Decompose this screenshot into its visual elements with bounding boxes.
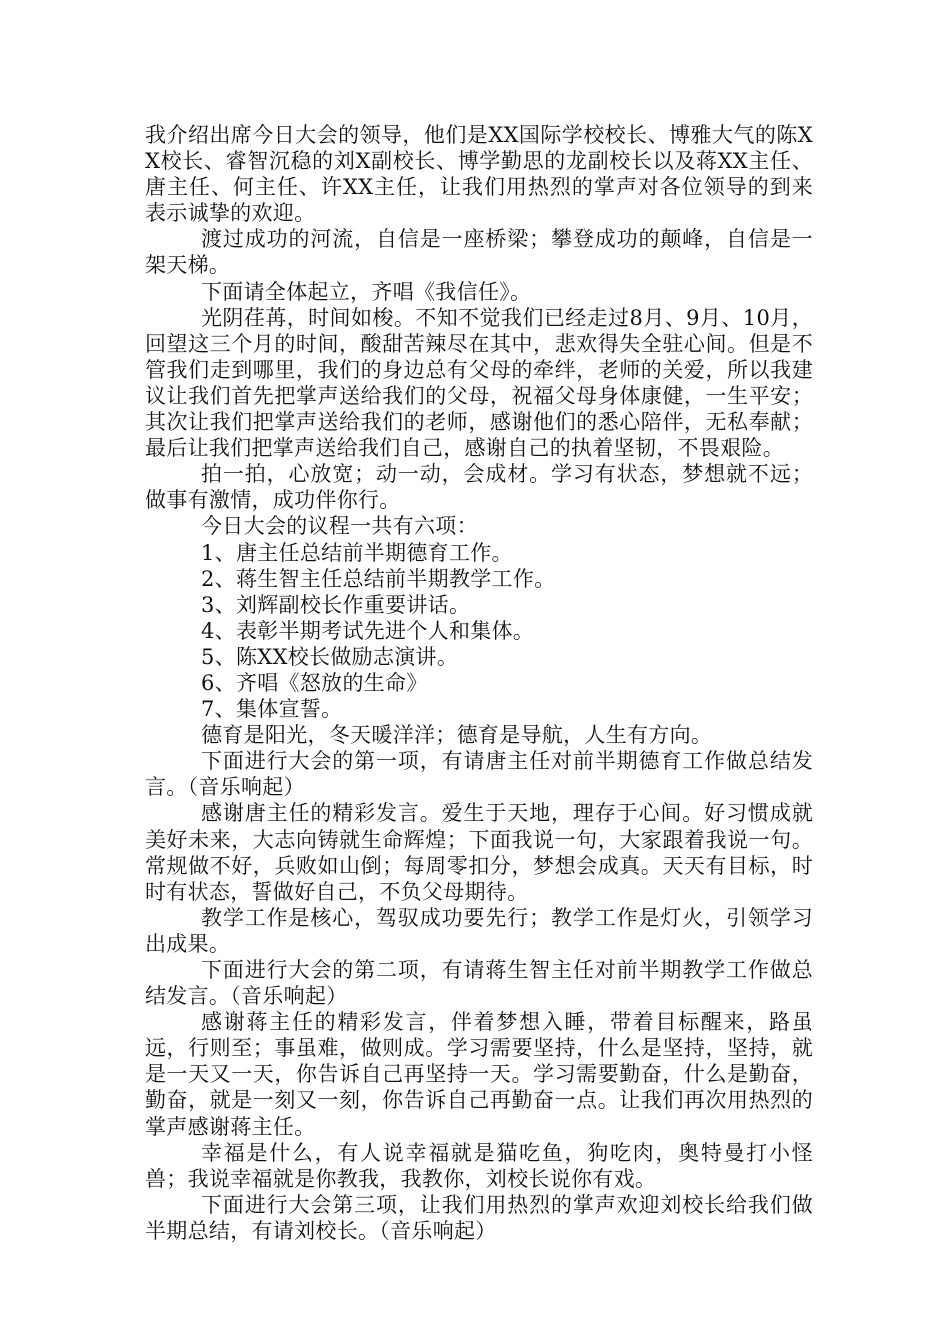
paragraph-thanks-tang: 感谢唐主任的精彩发言。爱生于天地，理存于心间。好习惯成就美好未来，大志向铸就生命辉煌；下面我说一句，大家跟着我说一句。常规做不好，兵败如山倒；每周零扣分，梦想会成真。天天有目标，时时有状态，誓做好自己，不负父母期待。 <box>145 801 813 904</box>
paragraph-thanks-jiang: 感谢蒋主任的精彩发言，伴着梦想入睡，带着目标醒来，路虽远，行则至；事虽难，做则成。学习需要坚持，什么是坚持，坚持，就是一天又一天，你告诉自己再坚持一天。学习需要勤奋，什么是勤奋，勤奋，就是一刻又一刻，你告诉自己再勤奋一点。让我们再次用热烈的掌声感谢蒋主任。 <box>145 1010 813 1139</box>
agenda-item: 5、陈XX校长做励志演讲。 <box>201 644 459 669</box>
agenda-item: 3、刘辉副校长作重要讲话。 <box>201 592 471 617</box>
paragraph-clap-motto: 拍一拍，心放宽；动一动，会成材。学习有状态，梦想就不远；做事有激情，成功伴你行。 <box>145 462 813 513</box>
paragraph-moral-education-motto: 德育是阳光，冬天暖洋洋；德育是导航，人生有方向。 <box>201 723 713 748</box>
paragraph-leader-introduction: 我介绍出席今日大会的领导，他们是XX国际学校校长、博雅大气的陈XX校长、睿智沉稳的刘X副校长、博学勤思的龙副校长以及蒋XX主任、唐主任、何主任、许XX主任，让我们用热烈的掌声对各位领导的到来表示诚挚的欢迎。 <box>145 123 813 226</box>
agenda-item: 7、集体宣誓。 <box>201 697 343 722</box>
paragraph-item-one: 下面进行大会的第一项，有请唐主任对前半期德育工作做总结发言。（音乐响起） <box>145 749 813 800</box>
document-body <box>145 122 813 1244</box>
paragraph-teaching-motto: 教学工作是核心，驾驭成功要先行；教学工作是灯火，引领学习出成果。 <box>145 905 813 956</box>
paragraph-item-three: 下面进行大会第三项，让我们用热烈的掌声欢迎刘校长给我们做半期总结，有请刘校长。（音乐响起） <box>145 1192 813 1243</box>
agenda-item: 6、齐唱《怒放的生命》 <box>201 670 428 695</box>
paragraph-agenda-intro: 今日大会的议程一共有六项： <box>201 514 478 539</box>
agenda-item: 2、蒋生智主任总结前半期教学工作。 <box>201 566 556 591</box>
agenda-item: 4、表彰半期考试先进个人和集体。 <box>201 618 535 643</box>
paragraph-confidence-motto: 渡过成功的河流，自信是一座桥梁；攀登成功的颠峰，自信是一架天梯。 <box>145 227 813 278</box>
agenda-item: 1、唐主任总结前半期德育工作。 <box>201 540 513 565</box>
paragraph-happiness: 幸福是什么，有人说幸福就是猫吃鱼，狗吃肉，奥特曼打小怪兽；我说幸福就是你教我，我教你，刘校长说你有戏。 <box>145 1140 813 1191</box>
paragraph-sing-song: 下面请全体起立，齐唱《我信任》。 <box>201 279 532 304</box>
paragraph-time-reflection: 光阴荏苒，时间如梭。不知不觉我们已经走过8月、9月、10月，回望这三个月的时间，酸甜苦辣尽在其中，悲欢得失全驻心间。但是不管我们走到哪里，我们的身边总有父母的牵绊，老师的关爱，所以我建议让我们首先把掌声送给我们的父母，祝福父母身体康健，一生平安；其次让我们把掌声送给我们的老师，感谢他们的悉心陪伴，无私奉献；最后让我们把掌声送给我们自己，感谢自己的执着坚韧，不畏艰险。 <box>145 305 813 461</box>
paragraph-item-two: 下面进行大会的第二项，有请蒋生智主任对前半期教学工作做总结发言。（音乐响起） <box>145 958 813 1009</box>
